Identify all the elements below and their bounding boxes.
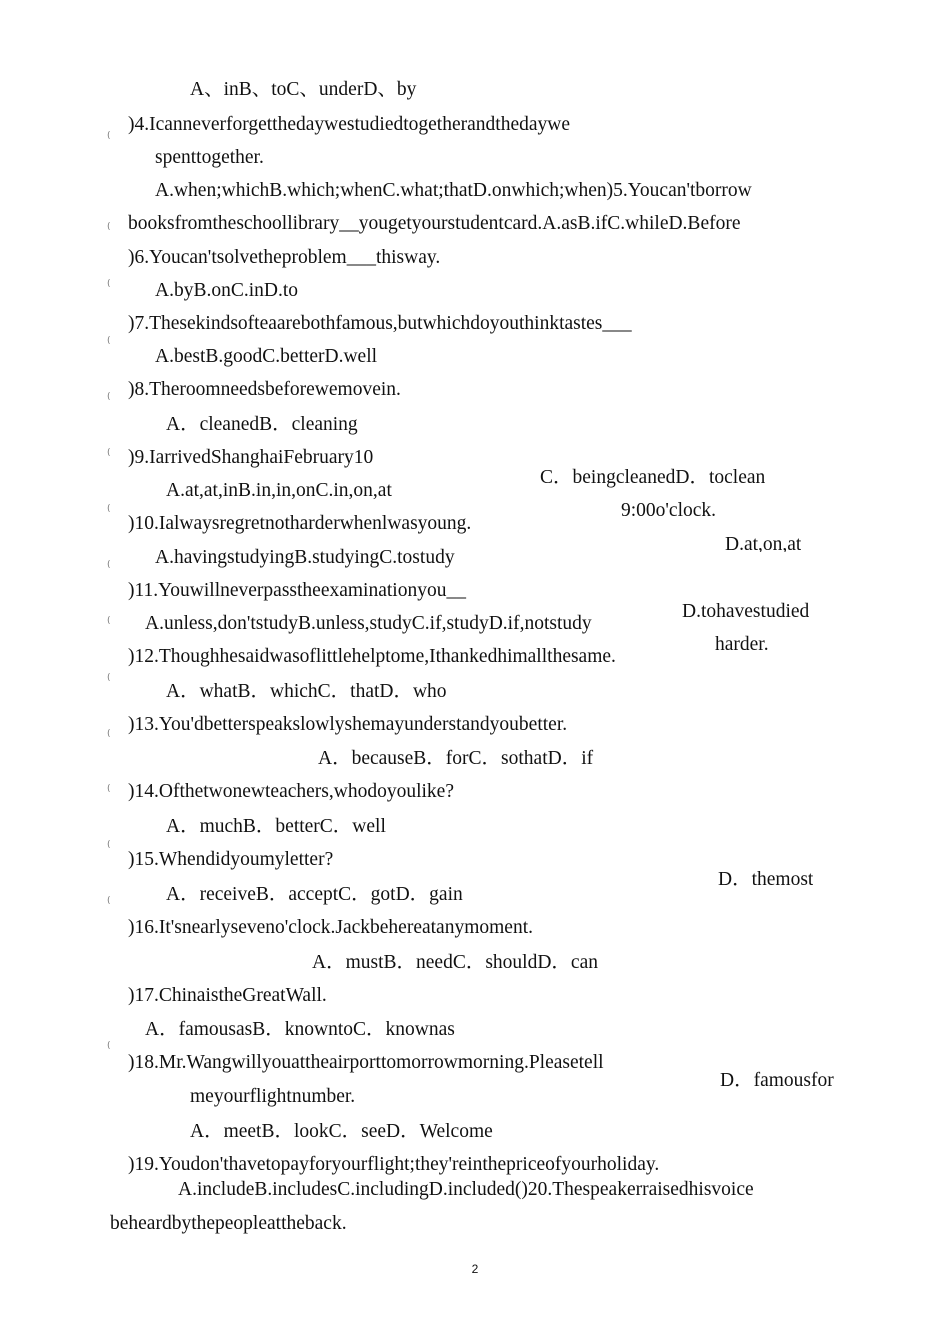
question-16: )16.It'snearlyseveno'clock.Jackbehereatanymoment.: [128, 917, 533, 938]
options-line: A．whatB．whichC．thatD．who: [166, 681, 447, 702]
options-line: A.byB.onC.inD.to: [155, 280, 299, 301]
options-line: A．meetB．lookC．seeD．Welcome: [190, 1121, 493, 1142]
options-line: A．famousasB．knowntoC．knownas: [145, 1019, 455, 1040]
margin-mark: (: [107, 222, 111, 232]
options-line: A．cleanedB．cleaning: [166, 414, 358, 435]
margin-mark: (: [107, 616, 111, 626]
margin-mark: (: [107, 840, 111, 850]
question-20-cont: beheardbythepeopleattheback.: [110, 1213, 347, 1234]
options-line: A.when;whichB.which;whenC.what;thatD.onwhich;when)5.Youcan'tborrow: [155, 180, 752, 201]
question-14: )14.Ofthetwonewteachers,whodoyoulike?: [128, 781, 454, 802]
options-line: A.bestB.goodC.betterD.well: [155, 346, 378, 367]
question-9: )9.IarrivedShanghaiFebruary10: [128, 447, 374, 468]
question-4: )4.Icanneverforgetthedaywestudiedtogetherandthedaywe: [128, 114, 570, 135]
options-line: A．muchB．betterC．well: [166, 816, 386, 837]
margin-mark: (: [107, 896, 111, 906]
side-options: D.tohavestudied: [682, 601, 810, 622]
margin-mark: (: [107, 448, 111, 458]
question-6: )6.Youcan'tsolvetheproblem___thisway.: [128, 247, 441, 268]
question-4-cont: spenttogether.: [155, 147, 264, 168]
side-text: harder.: [715, 634, 769, 655]
question-5-cont: booksfromtheschoollibrary__yougetyourstudentcard.A.asB.ifC.whileD.Before: [128, 213, 741, 234]
margin-mark: (: [107, 504, 111, 514]
question-12: )12.Thoughhesaidwasoflittlehelptome,Ithankedhimallthesame.: [128, 646, 616, 667]
margin-mark: (: [107, 729, 111, 739]
margin-mark: (: [107, 784, 111, 794]
question-18: )18.Mr.Wangwillyouattheairporttomorrowmorning.Pleasetell: [128, 1052, 604, 1073]
options-line: A．mustB．needC．shouldD．can: [312, 952, 598, 973]
side-options: D．famousfor: [720, 1070, 834, 1088]
question-8: )8.Theroomneedsbeforewemovein.: [128, 379, 401, 400]
margin-mark: (: [107, 560, 111, 570]
question-17: )17.ChinaistheGreatWall.: [128, 985, 327, 1006]
question-13: )13.You'dbetterspeakslowlyshemayunderstandyoubetter.: [128, 714, 568, 735]
question-15: )15.Whendidyoumyletter?: [128, 849, 334, 870]
page-number: 2: [471, 1262, 479, 1276]
margin-mark: (: [107, 279, 111, 289]
options-line: A.unless,don'tstudyB.unless,studyC.if,studyD.if,notstudy: [145, 613, 592, 634]
side-options: D．themost: [718, 869, 814, 887]
side-text: 9:00o'clock.: [621, 500, 717, 521]
margin-mark: (: [107, 1041, 111, 1051]
question-11: )11.Youwillneverpasstheexaminationyou__: [128, 580, 466, 601]
options-line: A.at,at,inB.in,in,onC.in,on,at: [166, 480, 392, 501]
margin-mark: (: [107, 336, 111, 346]
side-options: D.at,on,at: [725, 534, 802, 552]
question-19: )19.Youdon'thavetopayforyourflight;they'reinthepriceofyourholiday.: [128, 1154, 660, 1175]
question-7: )7.Thesekindsofteaarebothfamous,butwhichdoyouthinktastes___: [128, 313, 632, 334]
options-line: A.havingstudyingB.studyingC.tostudy: [155, 547, 455, 568]
side-options: C．beingcleanedD．toclean: [540, 467, 766, 488]
options-line: A．receiveB．acceptC．gotD．gain: [166, 884, 463, 905]
margin-mark: (: [107, 131, 111, 141]
options-line: A、inB、toC、underD、by: [190, 79, 417, 100]
margin-mark: (: [107, 673, 111, 683]
options-line: A．becauseB．forC．sothatD．if: [318, 748, 594, 769]
margin-mark: (: [107, 392, 111, 402]
question-18-cont: meyourflightnumber.: [190, 1086, 356, 1107]
question-10: )10.Ialwaysregretnotharderwhenlwasyoung.: [128, 513, 472, 534]
options-line: A.includeB.includesC.includingD.included()20.Thespeakerraisedhisvoice: [178, 1179, 754, 1200]
